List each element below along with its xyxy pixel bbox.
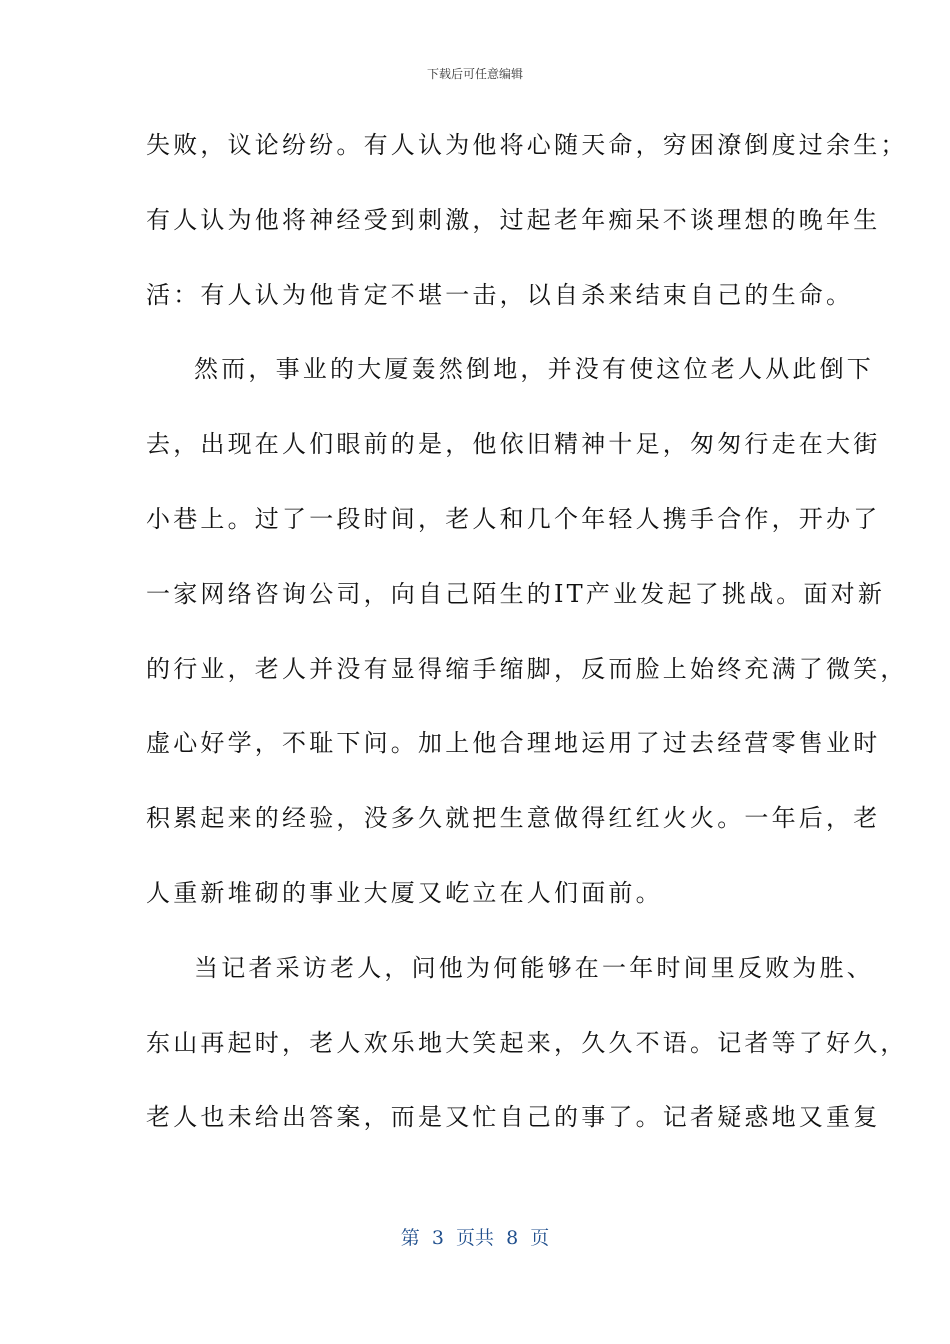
document-body <box>146 125 908 1172</box>
text-line: 人重新堆砌的事业大厦又屹立在人们面前。 <box>146 878 663 907</box>
paragraph-first-line: 然而，事业的大厦轰然倒地，并没有使这位老人从此倒下 <box>194 355 874 384</box>
text-line: 积累起来的经验，没多久就把生意做得红红火火。一年后，老 <box>146 804 881 833</box>
text-line: 小巷上。过了一段时间，老人和几个年轻人携手合作，开办了 <box>146 504 881 533</box>
text-line: 老人也未给出答案，而是又忙自己的事了。记者疑惑地又重复 <box>146 1103 881 1132</box>
text-line: 一家网络咨询公司，向自己陌生的IT产业发起了挑战。面对新 <box>146 579 886 608</box>
page-number: 第 3 页共 8 页 <box>400 1227 550 1249</box>
paragraph-first-line: 当记者采访老人，问他为何能够在一年时间里反败为胜、 <box>194 953 874 982</box>
text-line: 去，出现在人们眼前的是，他依旧精神十足，匆匆行走在大街 <box>146 430 881 459</box>
text-line: 东山再起时，老人欢乐地大笑起来，久久不语。记者等了好久， <box>146 1028 908 1057</box>
text-line: 虚心好学，不耻下问。加上他合理地运用了过去经营零售业时 <box>146 729 881 758</box>
page-header: 下载后可任意编辑 <box>426 67 523 81</box>
text-line: 活：有人认为他肯定不堪一击，以自杀来结束自己的生命。 <box>146 280 854 309</box>
text-line: 的行业，老人并没有显得缩手缩脚，反而脸上始终充满了微笑， <box>146 654 908 683</box>
text-line: 失败，议论纷纷。有人认为他将心随天命，穷困潦倒度过余生； <box>146 131 908 159</box>
text-line: 有人认为他将神经受到刺激，过起老年痴呆不谈理想的晚年生 <box>146 205 881 234</box>
